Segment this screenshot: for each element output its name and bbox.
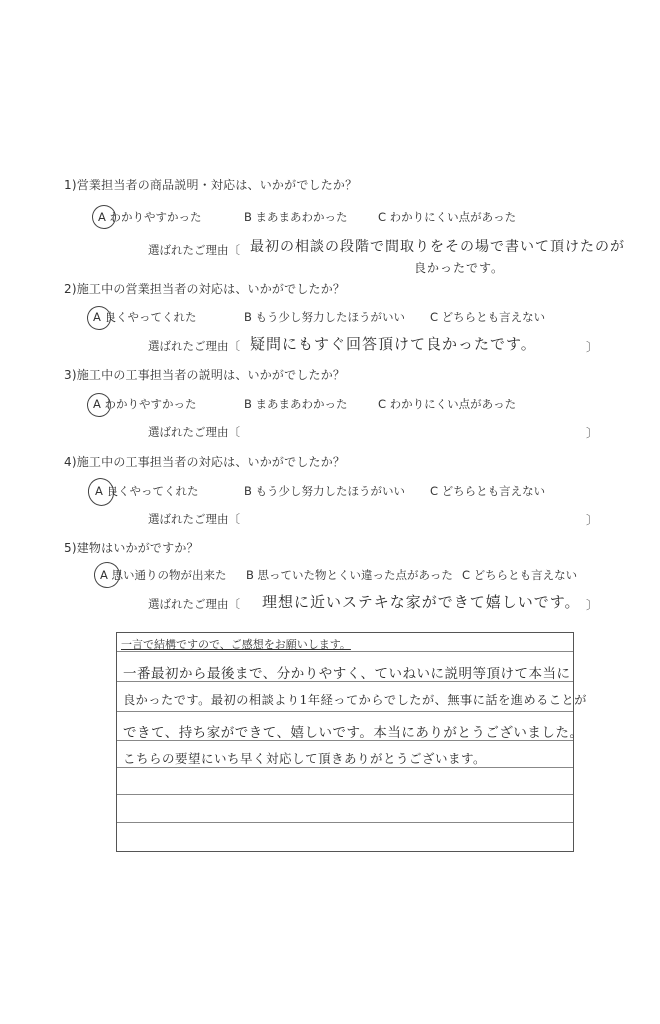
question-5-option-a: A 思い通りの物が出来た — [100, 568, 227, 582]
comment-box — [116, 632, 587, 852]
comment-rule-line — [117, 822, 573, 823]
question-1-title: 1)営業担当者の商品説明・対応は、いかがでしたか？ — [64, 178, 358, 192]
question-2-reason-label: 選ばれたご理由〔 — [148, 339, 240, 353]
question-3-option-b: B まあまあわかった — [244, 397, 348, 411]
comment-handwritten-line-3: できて、持ち家ができて、嬉しいです。本当にありがとうございました。 — [123, 725, 584, 741]
comment-box-header: 一言で結構ですので、ご感想をお願いします。 — [121, 638, 351, 651]
question-4-title: 4)施工中の工事担当者の対応は、いかがでしたか？ — [64, 455, 346, 469]
question-1-handwritten-reason-line-1: 最初の相談の段階で間取りをその場で書いて頂けたのが — [250, 239, 625, 255]
question-3-option-c: C わかりにくい点があった — [378, 397, 517, 411]
question-5-handwritten-reason: 理想に近いステキな家ができて嬉しいです。 — [262, 593, 581, 611]
question-5-title: 5)建物はいかがですか？ — [64, 541, 199, 555]
question-1-reason-label: 選ばれたご理由〔 — [148, 243, 240, 257]
comment-handwritten-line-1: 一番最初から最後まで、分かりやすく、ていねいに説明等頂けて本当に — [123, 666, 571, 682]
question-4-option-a: A 良くやってくれた — [95, 484, 199, 498]
comment-rule-line — [117, 767, 573, 768]
question-2-reason-close-bracket: 〕 — [586, 340, 599, 354]
question-2-handwritten-reason: 疑問にもすぐ回答頂けて良かったです。 — [250, 335, 537, 353]
question-3-title: 3)施工中の工事担当者の説明は、いかがでしたか？ — [64, 368, 346, 382]
comment-handwritten-line-2: 良かったです。最初の相談より1年経ってからでしたが、無事に話を進めることが — [123, 693, 587, 707]
comment-rule-line — [117, 794, 573, 795]
comment-rule-line — [117, 651, 573, 652]
question-5-option-c: C どちらとも言えない — [462, 568, 578, 582]
question-2-option-c: C どちらとも言えない — [430, 310, 546, 324]
question-1-option-a: A わかりやすかった — [98, 210, 202, 224]
question-4-reason-label: 選ばれたご理由〔 — [148, 512, 240, 526]
comment-handwritten-line-4: こちらの要望にいち早く対応して頂きありがとうございます。 — [123, 751, 487, 766]
question-3-reason-label: 選ばれたご理由〔 — [148, 425, 240, 439]
question-4-option-b: B もう少し努力したほうがいい — [244, 484, 406, 498]
question-3-reason-close-bracket: 〕 — [586, 426, 599, 440]
question-4-option-c: C どちらとも言えない — [430, 484, 546, 498]
question-5-reason-label: 選ばれたご理由〔 — [148, 597, 240, 611]
question-5-reason-close-bracket: 〕 — [586, 598, 599, 612]
question-2-option-b: B もう少し努力したほうがいい — [244, 310, 406, 324]
question-2-title: 2)施工中の営業担当者の対応は、いかがでしたか？ — [64, 282, 346, 296]
question-3-option-a: A わかりやすかった — [93, 397, 197, 411]
question-4-reason-close-bracket: 〕 — [586, 513, 599, 527]
question-5-option-b: B 思っていた物とくい違った点があった — [246, 568, 453, 582]
question-2-option-a: A 良くやってくれた — [93, 310, 197, 324]
question-1-option-b: B まあまあわかった — [244, 210, 348, 224]
comment-rule-line — [117, 711, 573, 712]
question-1-option-c: C わかりにくい点があった — [378, 210, 517, 224]
question-1-handwritten-reason-line-2: 良かったです。 — [414, 261, 505, 275]
